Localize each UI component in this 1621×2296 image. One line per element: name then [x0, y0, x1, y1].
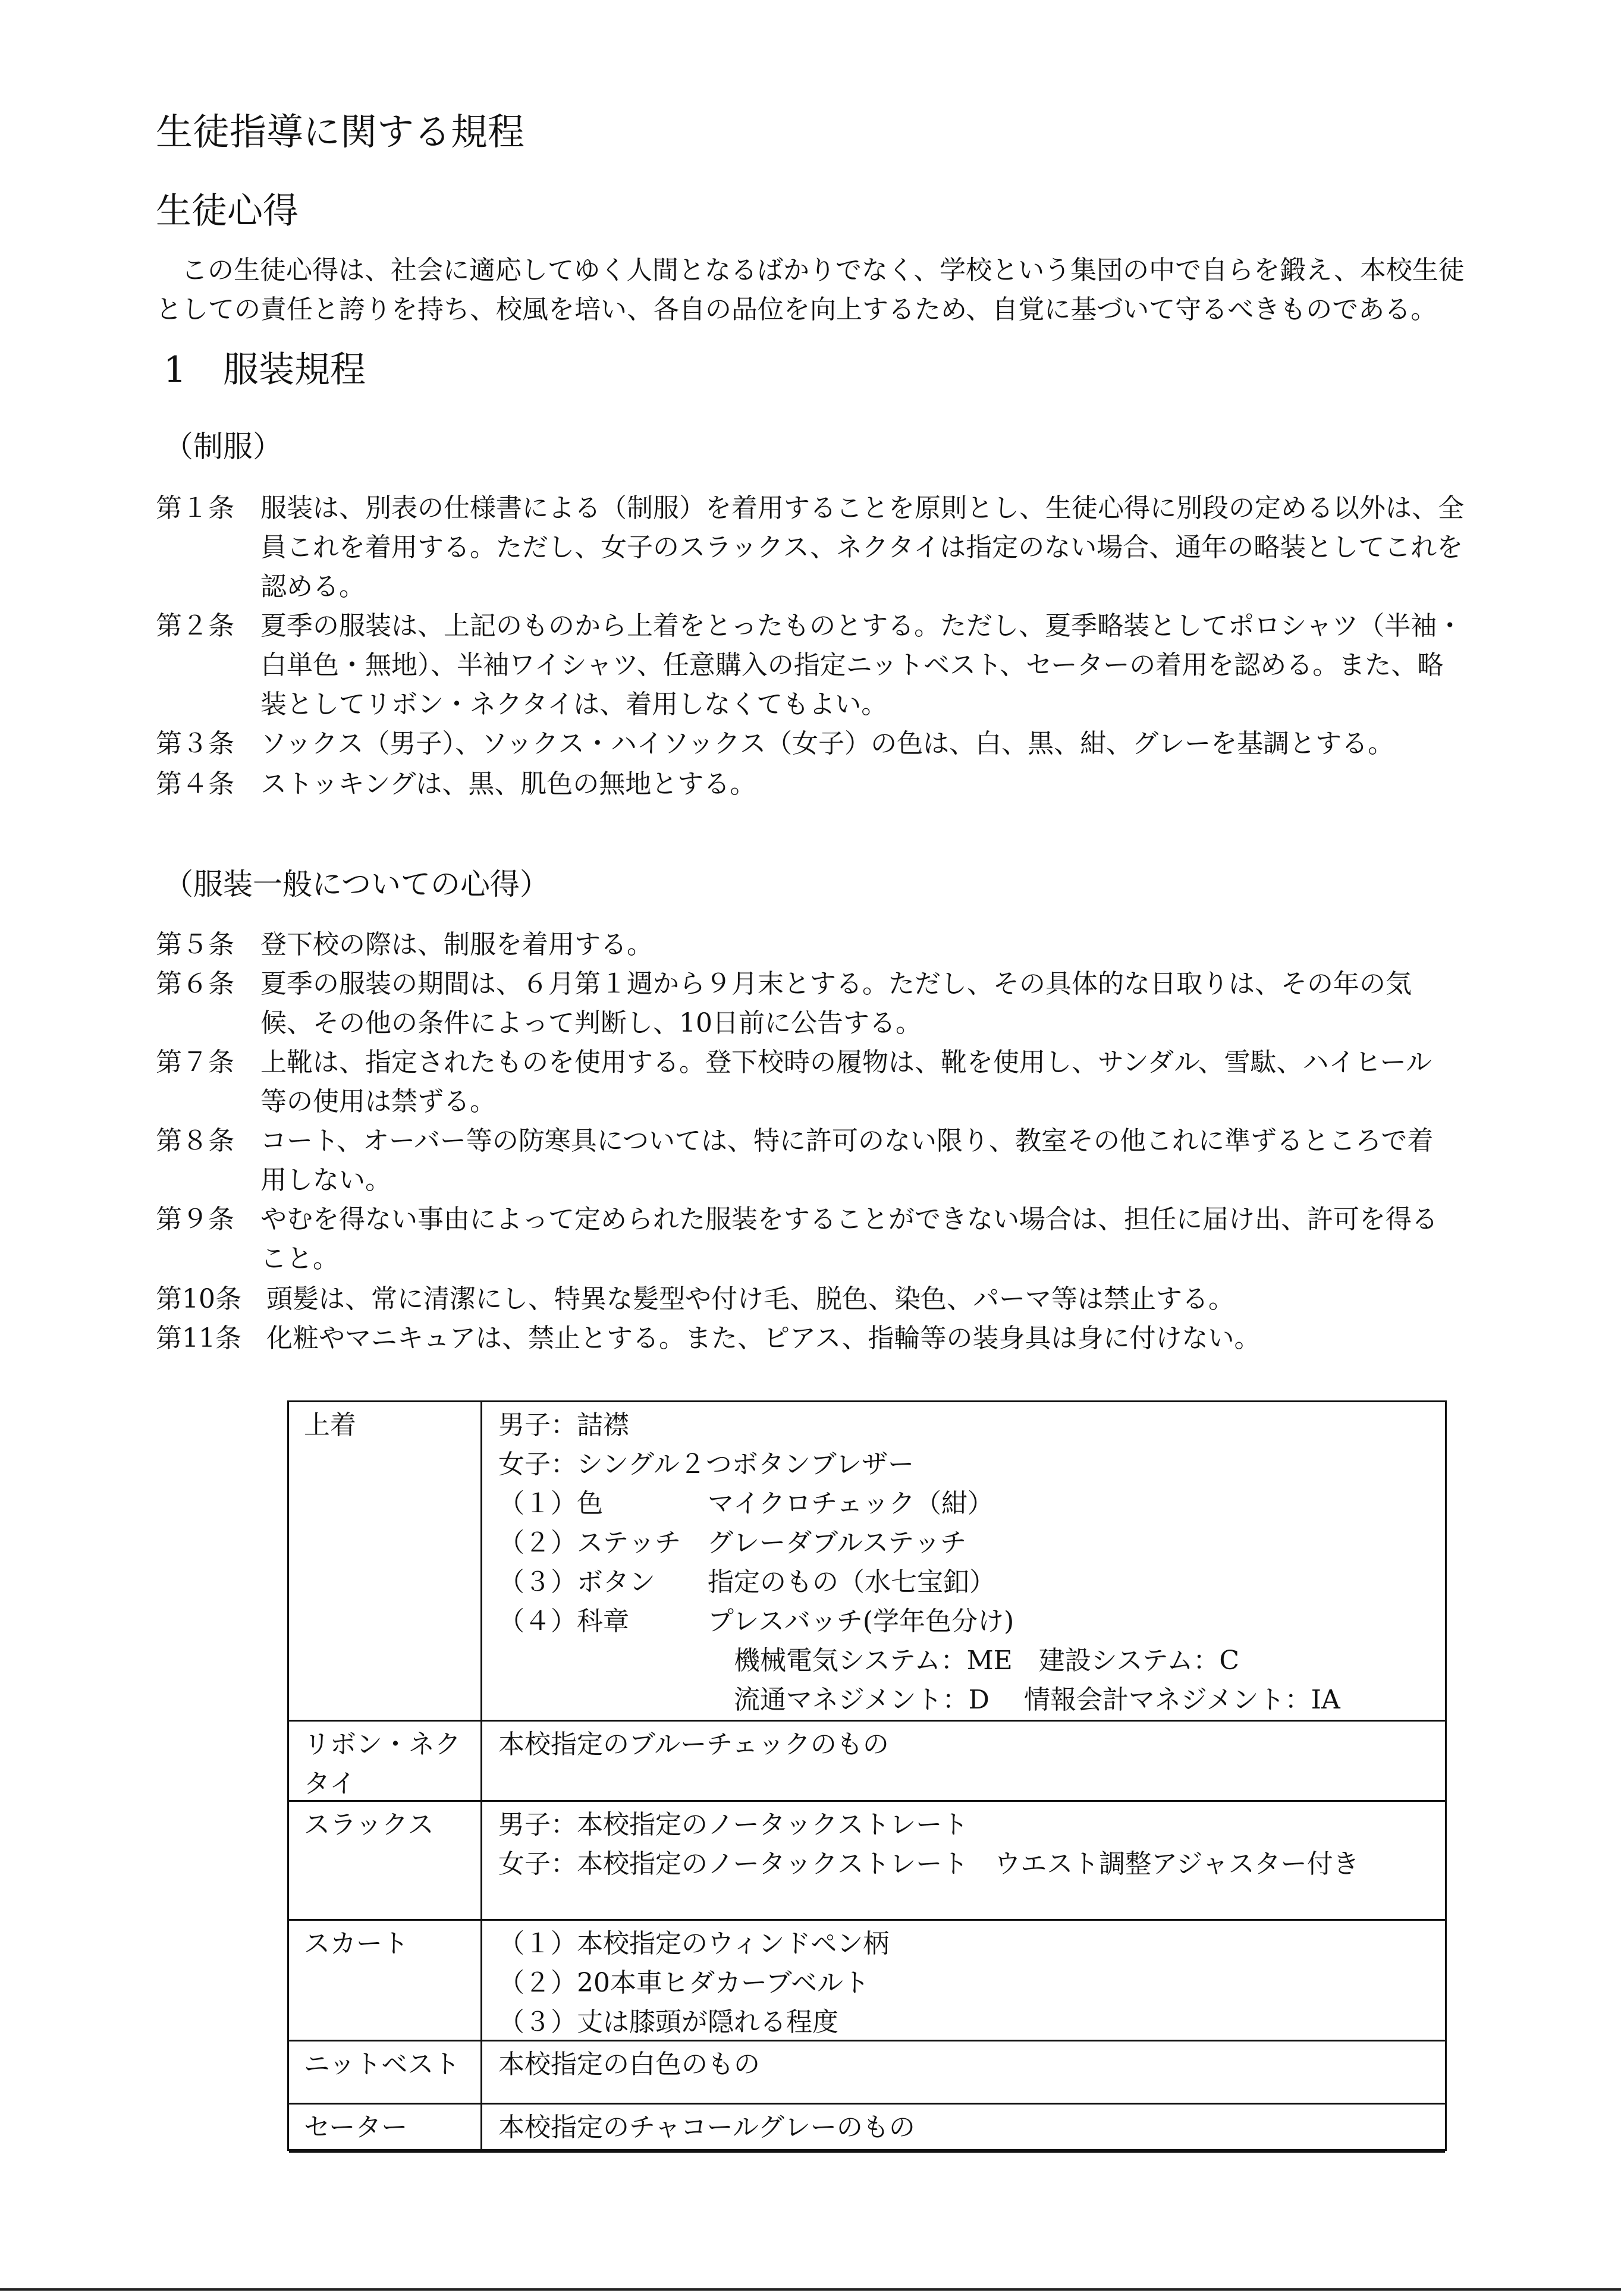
table-cell-line: （４）科章 プレスバッチ(学年色分け): [498, 1606, 1014, 1637]
article-line: 夏季の服装は、上記のものから上着をとったものとする。ただし、夏季略装としてポロシャツ（半袖・: [260, 611, 1463, 641]
article-line: 上靴は、指定されたものを使用する。登下校時の履物は、靴を使用し、サンダル、雪駄、ハイヒール: [260, 1047, 1432, 1078]
article-line: 認める。: [260, 571, 365, 602]
article-10: [156, 1280, 1464, 1319]
table-cell-line: 機械電気システム：ME 建設システム：C: [498, 1645, 1240, 1676]
table-cell-line: （２）20本車ヒダカーブベルト: [498, 1968, 870, 1998]
article-line: コート、オーバー等の防寒具については、特に許可のない限り、教室その他これに準ずるところで着: [260, 1126, 1434, 1156]
article-number: 第５条: [156, 929, 234, 960]
table-row-skirt: [289, 1921, 1445, 2041]
article-number: 第11条: [156, 1323, 241, 1353]
table-row-value: [498, 1924, 889, 2042]
article-line: 登下校の際は、制服を着用する。: [260, 929, 653, 960]
table-row-sweater: [289, 2105, 1445, 2153]
table-cell-line: （３）丈は膝頭が隠れる程度: [498, 2007, 838, 2037]
intro-line-2: としての責任と誇りを持ち、校風を培い、各自の品位を向上するため、自覚に基づいて守るべきものである。: [156, 294, 1437, 325]
article-8: [156, 1122, 1464, 1200]
table-row-value: [498, 2045, 760, 2084]
article-line: 化粧やマニキュアは、禁止とする。また、ピアス、指輪等の装身具は身に付けない。: [266, 1323, 1261, 1353]
table-row-label: スカート: [304, 1928, 409, 1959]
article-number: 第９条: [156, 1204, 234, 1235]
article-number: 第１条: [156, 493, 234, 523]
table-cell-line: 本校指定の白色のもの: [498, 2049, 760, 2080]
table-row-label: 上着: [304, 1410, 356, 1440]
section-heading: 服装規程: [223, 349, 366, 391]
article-line: 等の使用は禁ずる。: [260, 1086, 496, 1117]
article-line: 装としてリボン・ネクタイは、着用しなくてもよい。: [260, 689, 888, 720]
table-row-jacket: [289, 1402, 1445, 1722]
section-number: 1: [164, 349, 187, 391]
table-row-value: [498, 2108, 915, 2147]
article-line: 服装は、別表の仕様書による（制服）を着用することを原則とし、生徒心得に別段の定める以外は、全: [260, 493, 1464, 523]
article-number: 第７条: [156, 1047, 234, 1078]
table-row-value: [498, 1725, 889, 1764]
article-line: やむを得ない事由によって定められた服装をすることができない場合は、担任に届け出、許可を得る: [260, 1204, 1438, 1235]
article-line: ソックス（男子）、ソックス・ハイソックス（女子）の色は、白、黒、紺、グレーを基調とする。: [260, 728, 1394, 759]
article-line: ストッキングは、黒、肌色の無地とする。: [260, 769, 756, 799]
article-1: [156, 489, 1464, 607]
article-7: [156, 1043, 1464, 1122]
table-cell-line: 本校指定のチャコールグレーのもの: [498, 2112, 915, 2143]
table-column-divider: [480, 1402, 482, 2149]
table-cell-line: （１）色 マイクロチェック（紺）: [498, 1488, 994, 1519]
article-3: [156, 724, 1464, 764]
table-cell-line: 流通マネジメント：D 情報会計マネジメント：IA: [498, 1685, 1340, 1715]
article-line: こと。: [260, 1243, 339, 1274]
article-number: 第４条: [156, 769, 234, 799]
intro-line-1: この生徒心得は、社会に適応してゆく人間となるばかりでなく、学校という集団の中で自らを鍛え、本校生徒: [181, 255, 1465, 285]
table-row-label: リボン・ネクタイ: [304, 1729, 461, 1799]
group-heading-uniform: （制服）: [164, 429, 282, 464]
uniform-spec-table: [287, 1400, 1447, 2151]
article-6: [156, 965, 1464, 1043]
table-cell-line: （１）本校指定のウィンドペン柄: [498, 1928, 890, 1959]
section-title-student-rules: 生徒心得: [156, 190, 299, 232]
table-row-label: スラックス: [304, 1810, 434, 1840]
table-cell-line: 男子：本校指定のノータックストレート: [498, 1810, 969, 1840]
article-number: 第10条: [156, 1284, 241, 1314]
table-cell-line: 本校指定のブルーチェックのもの: [498, 1729, 889, 1760]
table-row-knit-vest: [289, 2041, 1445, 2105]
document-title: 生徒指導に関する規程: [156, 110, 525, 153]
table-row-slacks: [289, 1802, 1445, 1921]
table-cell-line: 女子：本校指定のノータックストレート ウエスト調整アジャスター付き: [498, 1849, 1359, 1879]
article-line: 夏季の服装の期間は、６月第１週から９月末とする。ただし、その具体的な日取りは、その年の気: [260, 969, 1412, 999]
article-4: [156, 765, 1464, 804]
article-number: 第８条: [156, 1126, 234, 1156]
article-line: 白単色・無地）、半袖ワイシャツ、任意購入の指定ニットベスト、セーターの着用を認める。また、略: [260, 650, 1444, 680]
table-row-ribbon-tie: [289, 1722, 1445, 1802]
table-cell-line: 女子：シングル２つボタンブレザー: [498, 1449, 914, 1480]
table-cell-line: （３）ボタン 指定のもの（水七宝釦）: [498, 1567, 995, 1597]
article-11: [156, 1319, 1464, 1358]
article-line: 候、その他の条件によって判断し、10日前に公告する。: [260, 1008, 922, 1038]
article-5: [156, 925, 1464, 965]
table-row-label: セーター: [304, 2112, 408, 2143]
table-row-label: ニットベスト: [304, 2049, 460, 2080]
article-number: 第３条: [156, 728, 234, 759]
article-line: 頭髪は、常に清潔にし、特異な髪型や付け毛、脱色、染色、パーマ等は禁止する。: [266, 1284, 1234, 1314]
article-number: 第６条: [156, 969, 234, 999]
article-9: [156, 1200, 1464, 1279]
table-row-value: [498, 1406, 1340, 1720]
table-row-value: [498, 1805, 1359, 1884]
group-heading-general: （服装一般についての心得）: [164, 867, 549, 902]
article-line: 員これを着用する。ただし、女子のスラックス、ネクタイは指定のない場合、通年の略装としてこれを: [260, 532, 1463, 563]
article-number: 第２条: [156, 611, 234, 641]
article-2: [156, 607, 1464, 724]
article-line: 用しない。: [260, 1165, 391, 1195]
page-bottom-rule: [0, 2288, 1621, 2291]
table-cell-line: 男子：詰襟: [498, 1410, 629, 1440]
table-cell-line: （２）ステッチ グレーダブルステッチ: [498, 1528, 967, 1558]
